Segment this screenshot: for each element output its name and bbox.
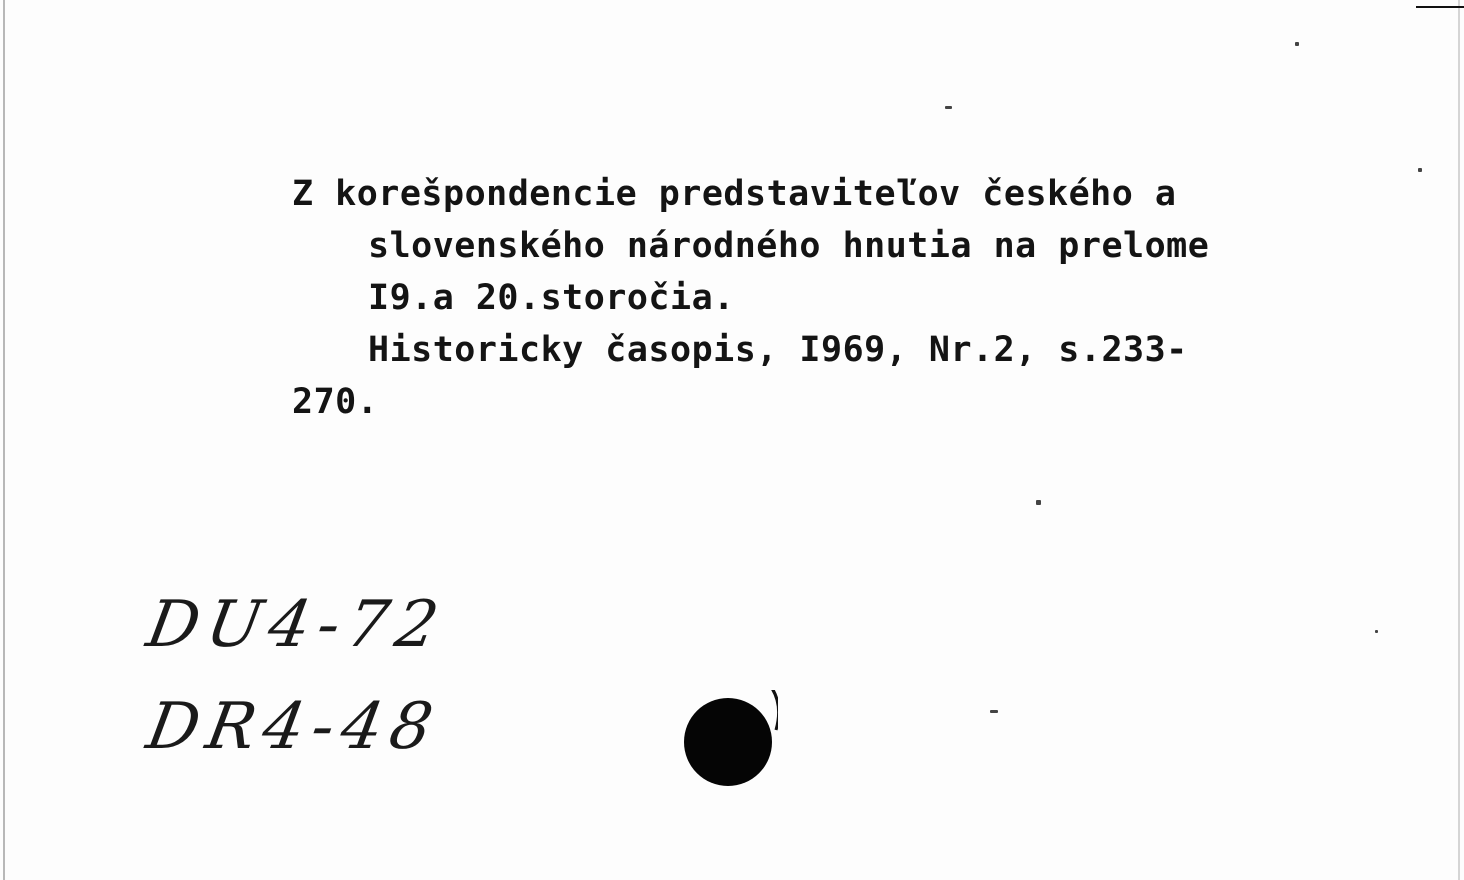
speck [1375, 630, 1378, 633]
speck [1295, 42, 1299, 46]
entry-title-line-3: I9.a 20.storočia. [368, 278, 735, 318]
speck [945, 106, 952, 109]
speck [1418, 168, 1422, 172]
handwritten-shelfmark-1: DU4-72 [141, 588, 452, 662]
card-right-edge [1458, 0, 1460, 880]
handwritten-shelfmark-2: DR4-48 [141, 690, 446, 764]
entry-title-line-2: slovenského národného hnutia na prelome [368, 226, 1210, 266]
entry-source-line: Historicky časopis, I969, Nr.2, s.233- [368, 330, 1188, 370]
card-left-edge [3, 0, 5, 880]
entry-page-end-line: 270. [292, 382, 379, 422]
punch-hole-mark [680, 690, 778, 788]
entry-title-line-1: Z korešpondencie predstaviteľov českého a [292, 174, 1177, 214]
speck [1036, 500, 1041, 505]
card-top-right-mark [1416, 6, 1464, 8]
speck [990, 710, 998, 713]
typed-bibliographic-entry [292, 168, 1412, 428]
